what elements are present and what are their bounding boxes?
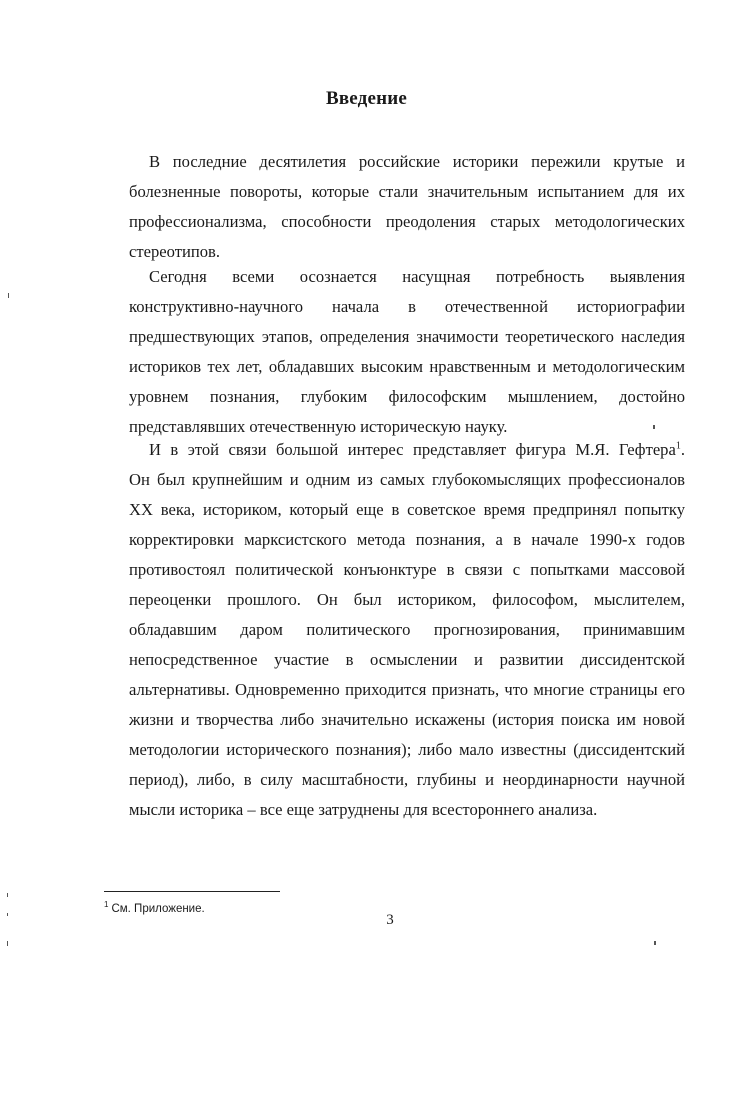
- scan-speck: [654, 941, 656, 945]
- text-line: методологии исторического познания); либо мало известны (диссидентский: [129, 740, 685, 759]
- text-line: переоценки прошлого. Он был историком, философом, мыслителем,: [129, 590, 685, 609]
- text-line: профессионализма, способности преодоления старых методологических: [129, 212, 685, 231]
- text-line: представлявших отечественную историческую науку.: [129, 417, 508, 436]
- footnote-separator: [104, 891, 280, 892]
- text-line: стереотипов.: [129, 242, 221, 261]
- text-line: историков тех лет, обладавших высоким нравственным и методологическим: [129, 357, 685, 376]
- text-fragment: И в этой связи большой интерес представляет фигура М.Я. Гефтера: [149, 440, 676, 459]
- footnote-marker: 1: [104, 900, 109, 910]
- text-line: Сегодня всеми осознается насущная потребность выявления: [149, 267, 685, 286]
- text-line: уровнем познания, глубоким философским мышлением, достойно: [129, 387, 685, 406]
- scan-speck: [7, 941, 8, 946]
- text-line: мысли историка – все еще затруднены для всестороннего анализа.: [129, 800, 598, 819]
- page-number: 3: [386, 912, 394, 928]
- text-line: обладавшим даром политического прогнозирования, принимавшим: [129, 620, 685, 639]
- page-title: Введение: [325, 88, 408, 109]
- text-line: предшествующих этапов, определения значимости теоретического наследия: [129, 327, 685, 346]
- footnote-text: См. Приложение.: [111, 903, 205, 915]
- footnote-reference: 1: [675, 440, 681, 452]
- scan-speck: [7, 893, 8, 897]
- text-line: жизни и творчества либо значительно искажены (история поиска им новой: [129, 710, 685, 729]
- text-line: Он был крупнейшим и одним из самых глубокомыслящих профессионалов: [129, 470, 685, 489]
- scan-speck: [7, 913, 8, 916]
- text-fragment: .: [680, 440, 685, 459]
- scan-speck: [8, 293, 9, 298]
- text-line: конструктивно-научного начала в отечественной историографии: [129, 297, 685, 316]
- text-line: непосредственное участие в осмыслении и развитии диссидентской: [129, 650, 685, 669]
- text-line: противостоял политической конъюнктуре в связи с попытками массовой: [129, 560, 685, 579]
- scan-speck: [653, 425, 655, 429]
- text-line: альтернативы. Одновременно приходится признать, что многие страницы его: [129, 680, 685, 699]
- text-line: В последние десятилетия российские историки пережили крутые и: [149, 152, 685, 171]
- paragraph-1: [129, 147, 685, 267]
- paragraph-3: [129, 435, 685, 825]
- text-line: корректировки марксистского метода познания, а в начале 1990-х годов: [129, 530, 685, 549]
- text-line: XX века, историком, который еще в советское время предпринял попытку: [129, 500, 685, 519]
- text-line: болезненные повороты, которые стали значительным испытанием для их: [129, 182, 685, 201]
- text-line-with-footnote-ref: [129, 435, 685, 465]
- paragraph-2: [129, 262, 685, 442]
- text-line: период), либо, в силу масштабности, глубины и неординарности научной: [129, 770, 685, 789]
